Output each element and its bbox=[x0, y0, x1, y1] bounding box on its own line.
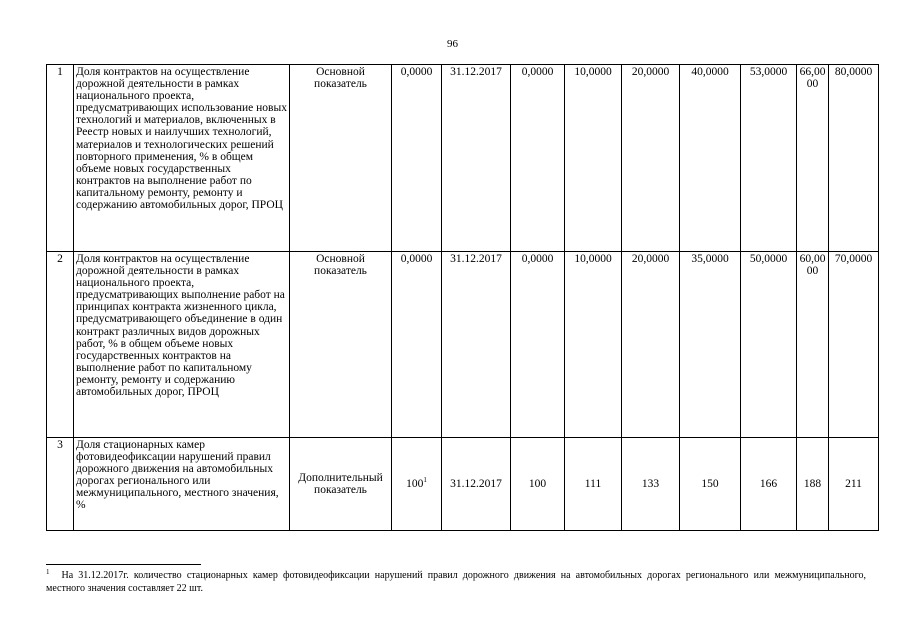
indicator-name: Доля контрактов на осуществление дорожной деятельности в рамках национального проекта, предусматривающих использование новых технологий и материалов, включенных в Реестр новых и наилучших технологий, материалов и технологических решений повторного применения, % в общем объеме новых государственных контрактов на выполнение работ по капитальному ремонту, ремонту и содержанию автомобильных дорог, ПРОЦ bbox=[74, 65, 290, 252]
value-cell: 0,0000 bbox=[511, 252, 565, 438]
table-row bbox=[47, 438, 879, 531]
value-cell: 10,0000 bbox=[565, 252, 622, 438]
footnote-mark: 1 bbox=[46, 567, 50, 576]
indicator-name: Доля контрактов на осуществление дорожной деятельности в рамках национального проекта, предусматривающих выполнение работ на принципах контракта жизненного цикла, предусматривающего объединение в один контракт различных видов дорожных работ, % в общем объеме новых государственных контрактов на выполнение работ по капитальному ремонту, ремонту и содержанию автомобильных дорог, ПРОЦ bbox=[74, 252, 290, 438]
base-date: 31.12.2017 bbox=[442, 65, 511, 252]
value-cell: 133 bbox=[622, 438, 680, 531]
table-row bbox=[47, 65, 879, 252]
value-cell: 150 bbox=[680, 438, 741, 531]
base-date: 31.12.2017 bbox=[442, 252, 511, 438]
indicator-name: Доля стационарных камер фотовидеофиксации нарушений правил дорожного движения на автомобильных дорогах регионального или межмуниципального, местного значения, % bbox=[74, 438, 290, 531]
page-number: 96 bbox=[447, 38, 458, 50]
value-cell: 0,0000 bbox=[511, 65, 565, 252]
base-value: 0,0000 bbox=[392, 252, 442, 438]
value-cell: 60,0000 bbox=[797, 252, 829, 438]
value-cell: 40,0000 bbox=[680, 65, 741, 252]
indicator-type: Дополнительный показатель bbox=[290, 438, 392, 531]
indicator-type: Основной показатель bbox=[290, 252, 392, 438]
value-cell: 70,0000 bbox=[829, 252, 879, 438]
value-cell: 166 bbox=[741, 438, 797, 531]
value-cell: 35,0000 bbox=[680, 252, 741, 438]
base-date: 31.12.2017 bbox=[442, 438, 511, 531]
value-cell: 111 bbox=[565, 438, 622, 531]
value-cell: 66,0000 bbox=[797, 65, 829, 252]
value-cell: 50,0000 bbox=[741, 252, 797, 438]
value-cell: 100 bbox=[511, 438, 565, 531]
row-number: 3 bbox=[47, 438, 74, 531]
footnote-divider bbox=[46, 564, 201, 565]
indicators-table bbox=[46, 64, 879, 531]
base-value-text: 100 bbox=[406, 477, 424, 490]
row-number: 1 bbox=[47, 65, 74, 252]
value-cell: 20,0000 bbox=[622, 65, 680, 252]
value-cell: 10,0000 bbox=[565, 65, 622, 252]
value-cell: 188 bbox=[797, 438, 829, 531]
indicator-type: Основной показатель bbox=[290, 65, 392, 252]
base-value: 0,0000 bbox=[392, 65, 442, 252]
value-cell: 211 bbox=[829, 438, 879, 531]
footnote-text: На 31.12.2017г. количество стационарных камер фотовидеофиксации нарушений правил дорожного движения на автомобильных дорогах регионального или межмуниципального, местного значения составляет 22 шт. bbox=[46, 570, 866, 594]
footnote bbox=[46, 569, 866, 595]
value-cell: 80,0000 bbox=[829, 65, 879, 252]
base-value bbox=[392, 438, 442, 531]
value-cell: 20,0000 bbox=[622, 252, 680, 438]
footnote-reference: 1 bbox=[423, 476, 427, 485]
value-cell: 53,0000 bbox=[741, 65, 797, 252]
row-number: 2 bbox=[47, 252, 74, 438]
table-row bbox=[47, 252, 879, 438]
